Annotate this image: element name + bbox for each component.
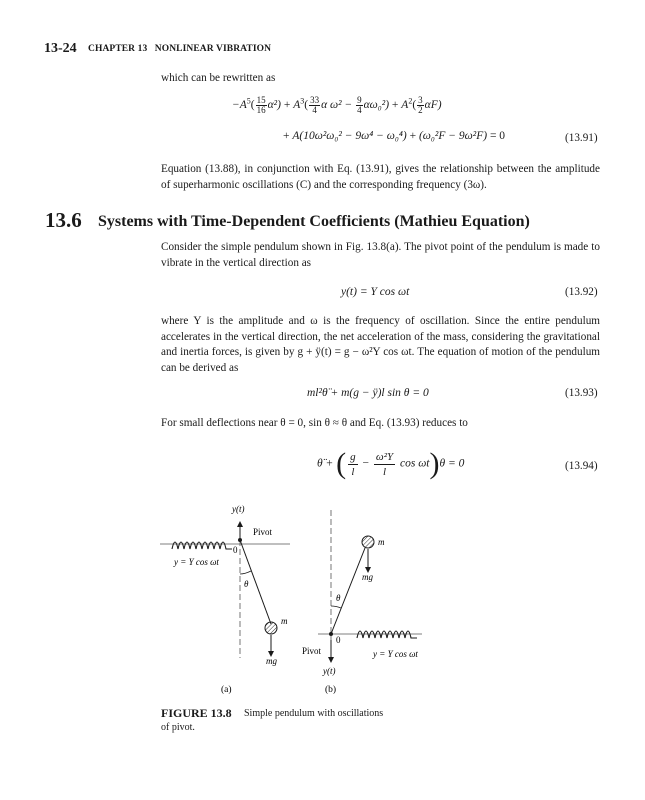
figure-panel-b xyxy=(302,510,422,695)
eq91-t2-frac2: $\frac{9}{4}$ xyxy=(357,95,362,115)
fig-a-excitation: y = Y cos ωt xyxy=(174,557,219,567)
fig-a-mass xyxy=(265,622,277,634)
fig-b-sublabel: (b) xyxy=(325,685,337,695)
figure-caption-text: Simple pendulum with oscillations xyxy=(244,708,384,719)
fig-a-sublabel: (a) xyxy=(221,685,232,695)
equation-13-92: y(t) = Y cos ωt xyxy=(341,286,410,298)
eq91-equals: = 0 xyxy=(489,130,506,142)
fig-a-pivot-label: Pivot xyxy=(253,527,273,537)
fig-a-zero: 0 xyxy=(233,545,238,555)
eq94-frac-g-l: $\frac{g}{l}$ xyxy=(350,450,356,478)
equation-13-91-line1: $-A^5$( $\frac{15}{16}$ $\alpha^2) + A^3$( $\frac{33}{4}$ α ω² − $\frac{9}{4}$ $\alpha\omega_0^2) + A^2$( $\frac{3}{2}$ αF) xyxy=(232,95,442,115)
fig-b-mass-label: m xyxy=(378,537,385,547)
equation-number-13-94: (13.94) xyxy=(565,460,598,472)
fig-a-theta-arc xyxy=(240,571,251,574)
figure-panel-a xyxy=(160,504,290,695)
equation-13-93: ml²θ̈ + m(g − ÿ)l sin θ = 0 xyxy=(307,387,429,399)
eq94-minus: − xyxy=(362,457,370,470)
paragraph-after-13-93: For small deflections near θ = 0, sin θ ≈ θ and Eq. (13.93) reduces to xyxy=(161,417,468,429)
figure-13-8 xyxy=(0,495,645,705)
eq94-lhs: θ̈ + xyxy=(317,457,334,470)
fig-b-y-label: y(t) xyxy=(323,666,336,676)
eq91-line2-t1: A(10ω²ω₀² − 9ω⁴ − ω₀⁴) xyxy=(292,130,407,142)
fig-a-theta: θ xyxy=(244,579,249,589)
eq91-t3-tail: αF) xyxy=(424,99,442,112)
fig-b-weight-label: mg xyxy=(362,572,373,582)
eq91-t1-tail: α²) xyxy=(267,99,281,112)
equation-number-13-92: (13.92) xyxy=(565,286,598,298)
equation-number-13-93: (13.93) xyxy=(565,387,598,399)
section-title: Systems with Time-Dependent Coefficients (Mathieu Equation) xyxy=(98,213,530,230)
eq91-t2-exp: 3 xyxy=(300,96,305,106)
fig-b-mass xyxy=(362,536,374,548)
eq94-cos: cos ωt xyxy=(399,457,430,470)
eq94-frac-w2y-l: $\frac{\text{ω²Y}}{l}$ xyxy=(375,450,394,478)
fig-b-rod xyxy=(331,548,365,634)
eq91-t2-frac: $\frac{33}{4}$ xyxy=(310,95,320,115)
fig-b-zero: 0 xyxy=(336,635,341,645)
running-header: CHAPTER 13 NONLINEAR VIBRATION xyxy=(88,44,272,54)
equation-13-91-line2: + A(10ω²ω₀² − 9ω⁴ − ω₀⁴) + (ω₀²F − 9ω²F) = 0 xyxy=(283,130,506,142)
equation-number-13-91: (13.91) xyxy=(565,132,598,144)
fig-b-theta-arc xyxy=(331,606,341,608)
eq91-t2-coef: A xyxy=(293,99,301,112)
eq91-t1-frac: $\frac{15}{16}$ xyxy=(256,95,266,115)
eq94-rhs: θ = 0 xyxy=(439,457,465,470)
eq91-t3-exp: 2 xyxy=(408,96,413,106)
fig-a-mass-label: m xyxy=(281,616,288,626)
eq91-t2-mid: α ω² − xyxy=(321,99,353,112)
eq91-t1-coef: −A xyxy=(232,99,247,112)
paragraph-after-13-91: Equation (13.88), in conjunction with Eq. (13.91), gives the relationship between the amplitude of superharmonic oscillations (C) and the corresponding frequency (3ω). xyxy=(161,163,600,191)
fig-b-pivot-label: Pivot xyxy=(302,646,322,656)
figure-caption-continuation: of pivot. xyxy=(161,722,195,733)
eq91-t3-frac: $\frac{3}{2}$ xyxy=(418,95,423,115)
fig-b-pivot-point xyxy=(329,632,333,636)
paragraph-after-13-92: where Y is the amplitude and ω is the frequency of oscillation. Since the entire pendulum accelerates in the vertical direction, the net acceleration of the mass, considering the gravitational and inertia forces, is given by g + ÿ(t) = g − ω²Y cos ωt. The equation of motion of the pendulum can be derived as xyxy=(161,315,600,374)
fig-b-theta: θ xyxy=(336,593,341,603)
section-number: 13.6 xyxy=(45,208,82,232)
figure-caption-label: FIGURE 13.8 xyxy=(161,706,232,720)
fig-a-y-label: y(t) xyxy=(232,504,245,514)
page-number: 13-24 xyxy=(44,41,77,56)
equation-13-94: θ̈ + ( $\frac{g}{l}$ − $\frac{\text{ω²Y}}{l}$ cos ωt)θ = 0 xyxy=(317,447,465,480)
fig-a-wave-excitation xyxy=(172,542,232,549)
intro-line: which can be rewritten as xyxy=(161,72,276,84)
fig-b-wave-excitation xyxy=(357,631,417,638)
eq91-line2-t2: (ω₀²F − 9ω²F) xyxy=(418,130,488,142)
fig-b-excitation: y = Y cos ωt xyxy=(373,649,418,659)
fig-a-weight-label: mg xyxy=(266,656,277,666)
eq91-t3-coef: A xyxy=(401,99,409,112)
eq91-t1-exp: 5 xyxy=(246,96,251,106)
eq91-t2-tail: αω₀²) xyxy=(363,99,390,112)
paragraph-section-intro: Consider the simple pendulum shown in Fig. 13.8(a). The pivot point of the pendulum is made to vibrate in the vertical direction as xyxy=(161,241,600,269)
